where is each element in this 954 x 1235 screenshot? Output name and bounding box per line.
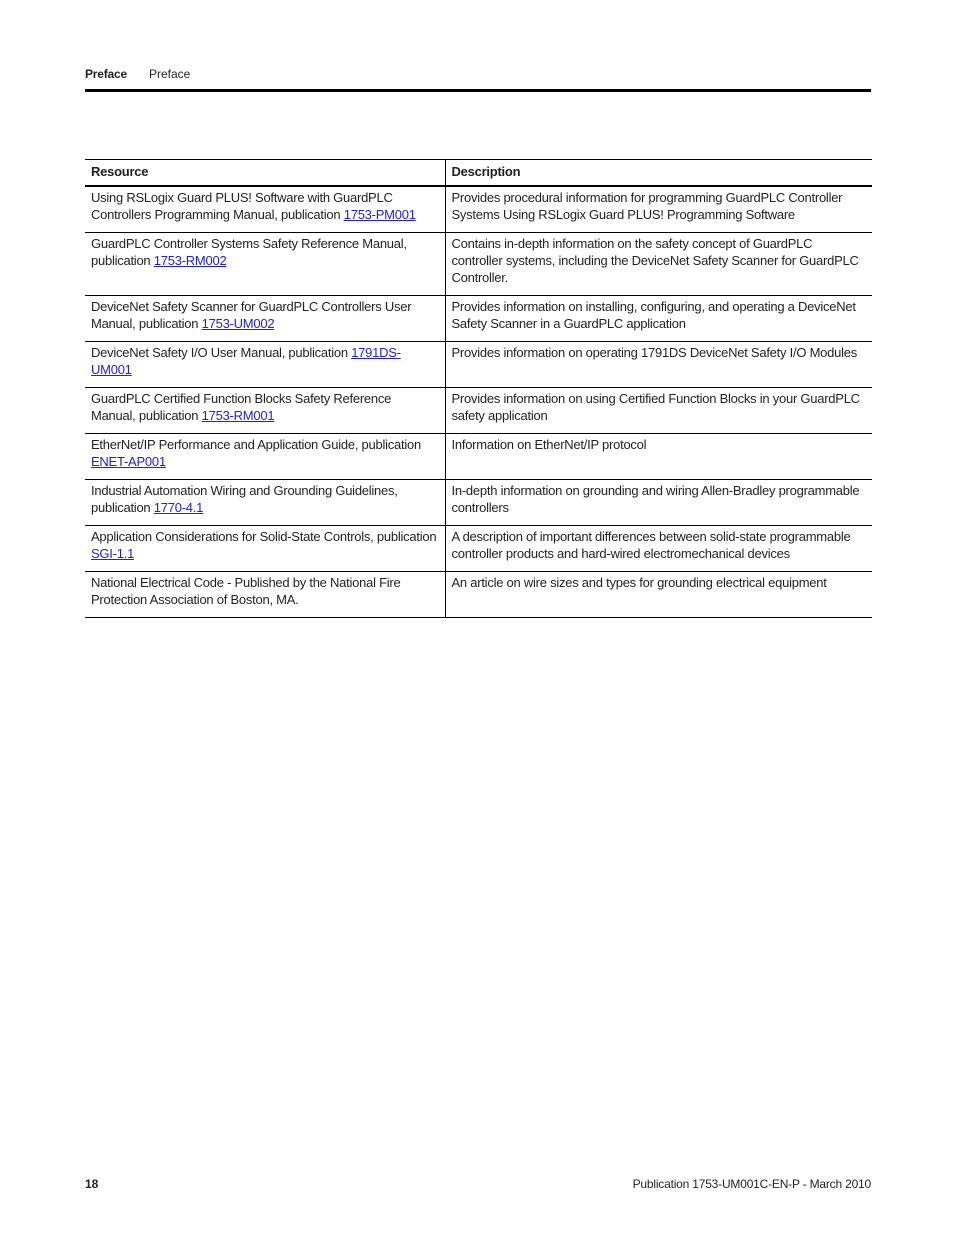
- publication-footer: Publication 1753-UM001C-EN-P - March 2010: [632, 1177, 871, 1191]
- resource-text: GuardPLC Certified Function Blocks Safety Reference Manual, publication: [91, 391, 392, 423]
- resource-text: Industrial Automation Wiring and Grounding Guidelines, publication: [91, 483, 398, 515]
- table-row: [85, 233, 872, 296]
- table-row: [85, 480, 872, 526]
- resource-cell: [85, 296, 445, 342]
- description-cell: Provides information on using Certified Function Blocks in your GuardPLC safety application: [445, 388, 872, 434]
- description-cell: An article on wire sizes and types for grounding electrical equipment: [445, 572, 872, 618]
- resource-text: Using RSLogix Guard PLUS! Software with GuardPLC Controllers Programming Manual, publication: [91, 190, 393, 222]
- table-row: [85, 572, 872, 618]
- resource-cell: [85, 186, 445, 233]
- resource-cell: [85, 233, 445, 296]
- page-number: 18: [85, 1177, 99, 1191]
- table-row: [85, 388, 872, 434]
- table-row: [85, 526, 872, 572]
- description-cell: Information on EtherNet/IP protocol: [445, 434, 872, 480]
- publication-link[interactable]: 1791DS-UM001: [91, 345, 401, 377]
- resource-text: DeviceNet Safety I/O User Manual, publication: [91, 345, 352, 360]
- publication-link[interactable]: 1753-RM002: [153, 253, 227, 268]
- table-row: [85, 296, 872, 342]
- resources-table: [85, 159, 872, 618]
- publication-link[interactable]: 1753-RM001: [201, 408, 275, 423]
- header-section-plain: Preface: [148, 67, 191, 81]
- resource-text: EtherNet/IP Performance and Application Guide, publication: [91, 437, 421, 452]
- resource-cell: [85, 388, 445, 434]
- table-row: [85, 342, 872, 388]
- resource-text: Application Considerations for Solid-State Controls, publication: [91, 529, 437, 544]
- header-rule: [85, 89, 871, 92]
- publication-link[interactable]: 1753-PM001: [343, 207, 416, 222]
- publication-link[interactable]: 1753-UM002: [201, 316, 275, 331]
- column-header-description: Description: [445, 160, 872, 187]
- resource-cell: [85, 434, 445, 480]
- column-header-resource: Resource: [85, 160, 445, 187]
- description-cell: In-depth information on grounding and wiring Allen-Bradley programmable controllers: [445, 480, 872, 526]
- table-header-row: [85, 160, 872, 187]
- publication-link[interactable]: ENET-AP001: [91, 454, 166, 469]
- resource-cell: [85, 526, 445, 572]
- table-row: [85, 434, 872, 480]
- description-cell: A description of important differences between solid-state programmable controller products and hard-wired electromechanical devices: [445, 526, 872, 572]
- table-row: [85, 186, 872, 233]
- description-cell: Contains in-depth information on the safety concept of GuardPLC controller systems, including the DeviceNet Safety Scanner for GuardPLC Controller.: [445, 233, 872, 296]
- page-header: [85, 66, 871, 82]
- resource-cell: [85, 480, 445, 526]
- description-cell: Provides information on installing, configuring, and operating a DeviceNet Safety Scanner in a GuardPLC application: [445, 296, 872, 342]
- resource-cell: National Electrical Code - Published by the National Fire Protection Association of Boston, MA.: [85, 572, 445, 618]
- header-section-bold: Preface: [85, 67, 127, 81]
- description-cell: Provides information on operating 1791DS DeviceNet Safety I/O Modules: [445, 342, 872, 388]
- description-cell: Provides procedural information for programming GuardPLC Controller Systems Using RSLogix Guard PLUS! Programming Software: [445, 186, 872, 233]
- resource-cell: [85, 342, 445, 388]
- publication-link[interactable]: 1770-4.1: [153, 500, 204, 515]
- resource-text: DeviceNet Safety Scanner for GuardPLC Controllers User Manual, publication: [91, 299, 412, 331]
- resource-text: GuardPLC Controller Systems Safety Reference Manual, publication: [91, 236, 407, 268]
- publication-link[interactable]: SGI-1.1: [91, 546, 135, 561]
